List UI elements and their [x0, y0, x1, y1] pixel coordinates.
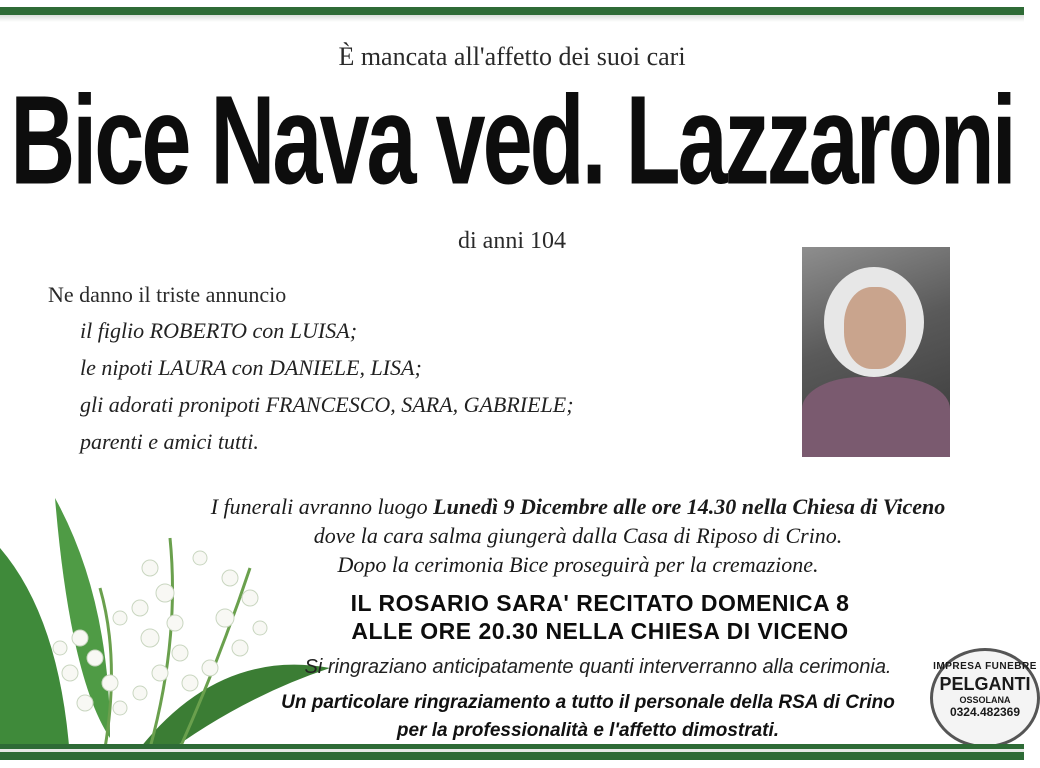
deceased-name: Bice Nava ved. Lazzaroni: [10, 71, 1014, 212]
portrait-photo: [802, 247, 950, 445]
header-line: È mancata all'affetto dei suoi cari: [338, 42, 686, 71]
age-line: di anni 104: [458, 228, 566, 254]
top-green-stripe: [0, 7, 1024, 15]
funeral-home-logo: [930, 648, 1040, 748]
thanks-line-1: Si ringraziano anticipatamente quanti interverranno alla cerimonia.: [304, 656, 892, 678]
special-thanks: [238, 689, 938, 745]
thanks-line-2: Un particolare ringraziamento a tutto il personale della RSA di Crino: [281, 692, 895, 713]
top-grey-stripe: [0, 15, 1024, 22]
family-list: [80, 318, 574, 466]
announcement-intro: Ne danno il triste annuncio: [48, 282, 287, 307]
family-line: parenti e amici tutti.: [80, 429, 259, 454]
family-line: il figlio ROBERTO con LUISA;: [80, 318, 358, 343]
family-line: gli adorati pronipoti FRANCESCO, SARA, GABRIELE;: [80, 392, 574, 417]
funeral-line-3: Dopo la cerimonia Bice proseguirà per la cremazione.: [337, 552, 819, 577]
bottom-green-stripe-2: [0, 752, 1024, 760]
funeral-intro: I funerali avranno luogo: [210, 494, 434, 519]
logo-place: OSSOLANA: [959, 695, 1011, 705]
rosary-notice: [300, 589, 900, 645]
logo-phone: 0324.482369: [949, 705, 1021, 719]
family-line: le nipoti LAURA con DANIELE, LISA;: [80, 355, 422, 380]
logo-top-text: IMPRESA FUNEBRE: [933, 661, 1037, 672]
portrait-body: [802, 377, 950, 457]
funeral-details: [150, 492, 1006, 579]
logo-name: PELGANTI: [939, 674, 1031, 694]
portrait-face: [844, 287, 906, 369]
rosary-line-2: ALLE ORE 20.30 NELLA CHIESA DI VICENO: [351, 618, 849, 644]
funeral-line-2: dove la cara salma giungerà dalla Casa di Riposo di Crino.: [313, 523, 843, 548]
funeral-date-place: Lunedì 9 Dicembre alle ore 14.30 nella Chiesa di Viceno: [433, 494, 946, 519]
thanks-line-3: per la professionalità e l'affetto dimostrati.: [396, 720, 780, 741]
rosary-line-1: IL ROSARIO SARA' RECITATO DOMENICA 8: [350, 590, 850, 616]
